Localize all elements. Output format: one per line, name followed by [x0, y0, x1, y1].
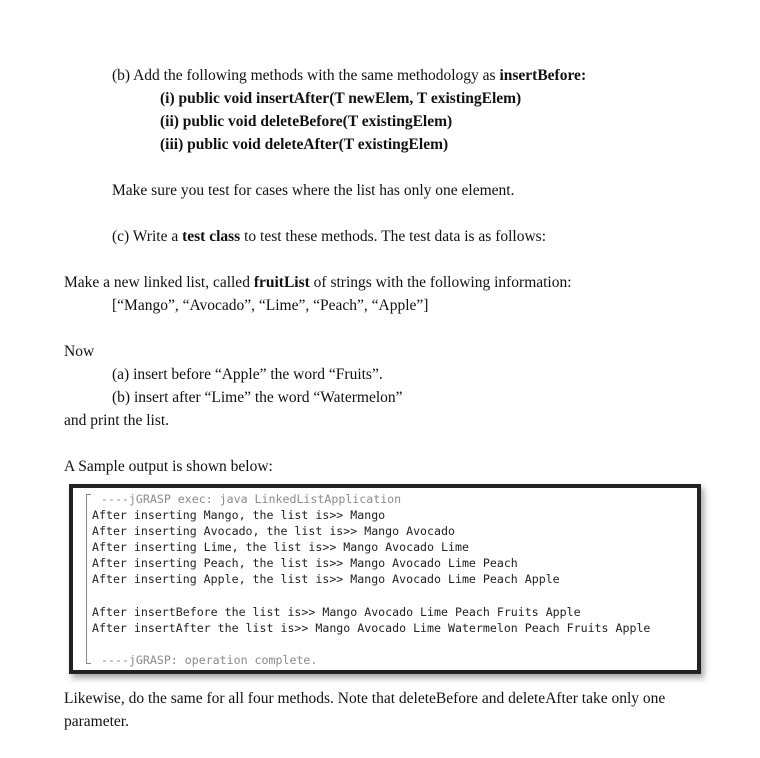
method-delete-before: (ii) public void deleteBefore(T existingElem)	[160, 113, 453, 130]
likewise-line-2: parameter.	[64, 713, 129, 730]
console-output-panel	[69, 484, 701, 674]
console-line: After inserting Peach, the list is>> Mango Avocado Lime Peach	[92, 556, 518, 570]
console-header: ----jGRASP exec: java LinkedListApplication	[101, 492, 402, 506]
part-b-bold: insertBefore:	[499, 67, 587, 84]
step-a: (a) insert before “Apple” the word “Fruits”.	[112, 366, 383, 383]
method-delete-after: (iii) public void deleteAfter(T existingElem)	[160, 136, 449, 153]
console-bracket-left	[86, 494, 87, 664]
console-footer: ----jGRASP: operation complete.	[101, 653, 318, 667]
console-line: After inserting Lime, the list is>> Mango Avocado Lime	[92, 540, 469, 554]
test-note: Make sure you test for cases where the list has only one element.	[112, 182, 515, 199]
part-b-text: (b) Add the following methods with the same methodology as	[112, 67, 500, 84]
make-list-bold: fruitList	[253, 274, 310, 291]
console-line: After inserting Avocado, the list is>> Mango Avocado	[92, 524, 455, 538]
likewise-line-1: Likewise, do the same for all four methods. Note that deleteBefore and deleteAfter take only one	[64, 690, 666, 707]
part-b-instruction	[112, 66, 586, 86]
part-c-instruction	[112, 227, 546, 247]
now-label: Now	[64, 343, 95, 360]
part-c-suffix: to test these methods. The test data is as follows:	[240, 228, 547, 245]
console-bracket-bottom	[86, 663, 91, 664]
console-line: After insertBefore the list is>> Mango Avocado Lime Peach Fruits Apple	[92, 605, 581, 619]
make-list-suffix: of strings with the following information:	[309, 274, 572, 291]
console-line: After inserting Apple, the list is>> Mango Avocado Lime Peach Apple	[92, 572, 560, 586]
fruit-array: [“Mango”, “Avocado”, “Lime”, “Peach”, “Apple”]	[112, 297, 429, 314]
part-c-bold: test class	[182, 228, 241, 245]
console-line: After insertAfter the list is>> Mango Avocado Lime Watermelon Peach Fruits Apple	[92, 621, 651, 635]
make-list-text: Make a new linked list, called	[64, 274, 254, 291]
console-line: After inserting Mango, the list is>> Mango	[92, 508, 386, 522]
make-list-instruction	[64, 273, 572, 293]
part-c-text: (c) Write a	[112, 228, 183, 245]
method-insert-after: (i) public void insertAfter(T newElem, T existingElem)	[160, 90, 522, 107]
sample-heading: A Sample output is shown below:	[64, 458, 273, 475]
step-b: (b) insert after “Lime” the word “Watermelon”	[112, 389, 403, 406]
print-list: and print the list.	[64, 412, 170, 429]
